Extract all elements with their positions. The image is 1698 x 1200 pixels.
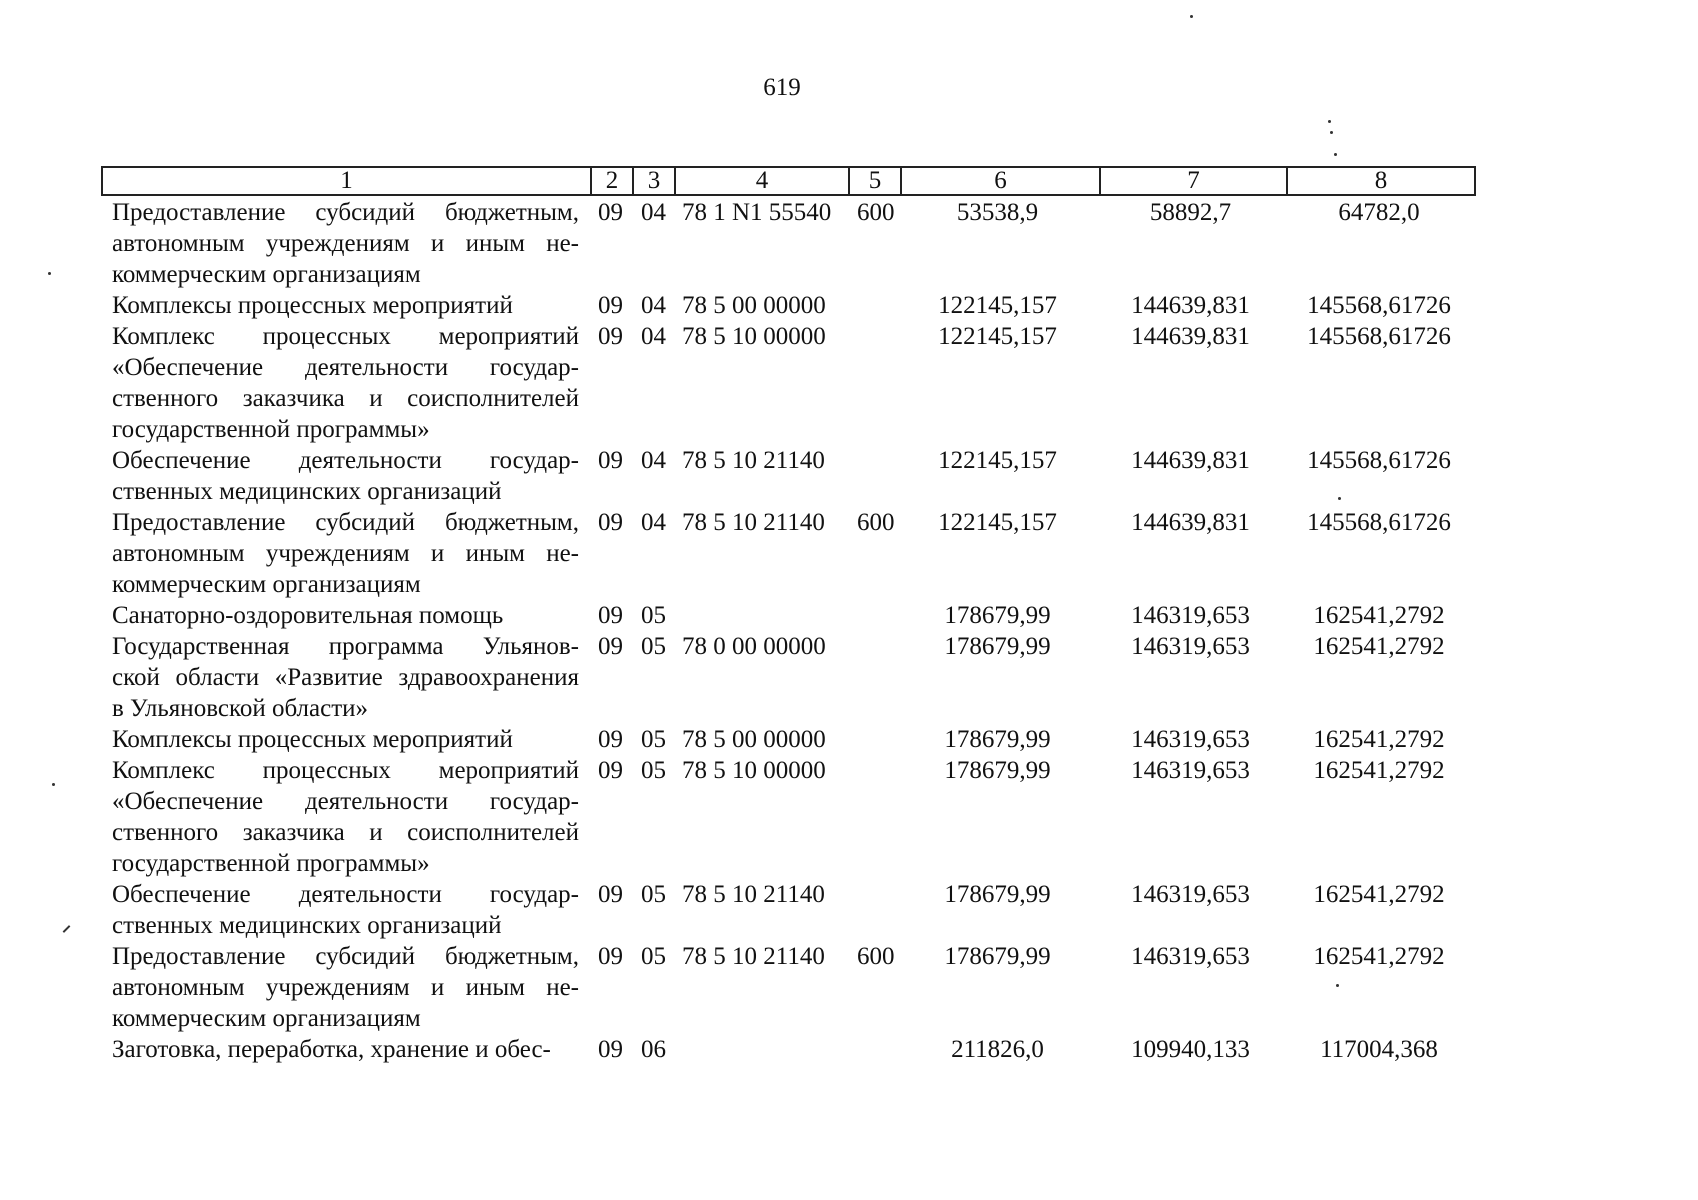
row-name-line: ской области «Развитие здравоохранения	[112, 664, 579, 691]
column-header-5: 5	[849, 167, 901, 195]
row-name-line: Обеспечение деятельности государ-	[112, 447, 579, 474]
scan-speck	[52, 783, 55, 786]
row-name-line: коммерческим организациям	[112, 571, 421, 598]
row-cell-7: 144639,831	[1131, 323, 1250, 350]
row-name-line: Предоставление субсидий бюджетным,	[112, 509, 579, 536]
row-name-line: автономным учреждениям и иным не-	[112, 974, 579, 1001]
row-cell-4: 78 5 10 21140	[682, 881, 825, 908]
row-cell-7: 146319,653	[1131, 602, 1250, 629]
column-header-row	[102, 167, 1475, 195]
row-name-line: автономным учреждениям и иным не-	[112, 540, 579, 567]
row-cell-7: 146319,653	[1131, 881, 1250, 908]
row-name-line: ственного заказчика и соисполнителей	[112, 819, 579, 846]
row-cell-2: 09	[598, 447, 623, 474]
row-name	[112, 941, 579, 1034]
row-cell-2: 09	[598, 602, 623, 629]
row-cell-4: 78 5 10 21140	[682, 943, 825, 970]
table-row	[0, 1034, 1550, 1065]
row-cell-4: 78 5 00 00000	[682, 292, 826, 319]
row-cell-4: 78 5 00 00000	[682, 726, 826, 753]
row-cell-6: 178679,99	[944, 602, 1051, 629]
row-name-line: Комплексы процессных мероприятий	[112, 726, 513, 753]
table-row	[0, 290, 1550, 321]
row-cell-3: 04	[641, 292, 666, 319]
row-cell-2: 09	[598, 199, 623, 226]
row-cell-4: 78 5 10 21140	[682, 447, 825, 474]
scan-speck	[48, 272, 51, 275]
row-cell-2: 09	[598, 292, 623, 319]
page-number: 619	[763, 74, 801, 101]
row-name-line: ственных медицинских организаций	[112, 912, 502, 939]
row-name-line: Государственная программа Ульянов-	[112, 633, 579, 660]
row-cell-2: 09	[598, 943, 623, 970]
scan-speck	[1330, 131, 1333, 134]
row-name	[112, 879, 579, 941]
row-name-line: Комплекс процессных мероприятий	[112, 757, 579, 784]
row-name-line: государственной программы»	[112, 416, 430, 443]
row-cell-6: 178679,99	[944, 757, 1051, 784]
row-cell-5: 600	[857, 943, 895, 970]
row-cell-8: 162541,2792	[1313, 943, 1445, 970]
table-row	[0, 631, 1550, 724]
row-cell-6: 178679,99	[944, 726, 1051, 753]
row-cell-8: 145568,61726	[1307, 509, 1451, 536]
row-cell-6: 178679,99	[944, 633, 1051, 660]
row-cell-3: 05	[641, 881, 666, 908]
row-name-line: Обеспечение деятельности государ-	[112, 881, 579, 908]
table-row	[0, 600, 1550, 631]
row-cell-4: 78 5 10 21140	[682, 509, 825, 536]
row-cell-8: 145568,61726	[1307, 447, 1451, 474]
row-cell-3: 05	[641, 943, 666, 970]
row-name-line: Предоставление субсидий бюджетным,	[112, 199, 579, 226]
row-cell-8: 162541,2792	[1313, 633, 1445, 660]
row-cell-3: 05	[641, 633, 666, 660]
row-name-line: автономным учреждениям и иным не-	[112, 230, 579, 257]
row-cell-6: 122145,157	[938, 292, 1057, 319]
row-name-line: в Ульяновской области»	[112, 695, 369, 722]
row-cell-2: 09	[598, 509, 623, 536]
row-name	[112, 1034, 579, 1065]
row-cell-3: 05	[641, 602, 666, 629]
row-cell-6: 122145,157	[938, 509, 1057, 536]
row-cell-6: 178679,99	[944, 943, 1051, 970]
row-cell-7: 146319,653	[1131, 726, 1250, 753]
row-name-line: ственного заказчика и соисполнителей	[112, 385, 579, 412]
row-name-line: Заготовка, переработка, хранение и обес-	[112, 1036, 551, 1063]
row-cell-4: 78 5 10 00000	[682, 323, 826, 350]
row-cell-8: 64782,0	[1338, 199, 1420, 226]
row-name-line: Санаторно-оздоровительная помощь	[112, 602, 504, 629]
row-cell-4: 78 5 10 00000	[682, 757, 826, 784]
table-row	[0, 755, 1550, 879]
row-cell-7: 146319,653	[1131, 633, 1250, 660]
row-cell-7: 109940,133	[1131, 1036, 1250, 1063]
row-cell-4: 78 0 00 00000	[682, 633, 826, 660]
scan-speck	[1328, 120, 1331, 123]
row-name	[112, 507, 579, 600]
row-cell-8: 162541,2792	[1313, 726, 1445, 753]
column-header-1: 1	[102, 167, 591, 195]
row-cell-8: 145568,61726	[1307, 323, 1451, 350]
row-cell-3: 06	[641, 1036, 666, 1063]
row-name-line: Комплекс процессных мероприятий	[112, 323, 579, 350]
row-cell-3: 04	[641, 199, 666, 226]
row-cell-6: 122145,157	[938, 323, 1057, 350]
row-name-line: Предоставление субсидий бюджетным,	[112, 943, 579, 970]
row-name-line: «Обеспечение деятельности государ-	[112, 354, 579, 381]
row-cell-4: 78 1 N1 55540	[682, 199, 832, 226]
table-row	[0, 321, 1550, 445]
column-header-3: 3	[633, 167, 675, 195]
row-name	[112, 724, 579, 755]
row-cell-2: 09	[598, 323, 623, 350]
row-cell-3: 04	[641, 323, 666, 350]
table-row	[0, 879, 1550, 941]
row-cell-8: 162541,2792	[1313, 602, 1445, 629]
column-header-4: 4	[675, 167, 849, 195]
row-name-line: государственной программы»	[112, 850, 430, 877]
column-header-7: 7	[1100, 167, 1287, 195]
row-cell-7: 58892,7	[1149, 199, 1232, 226]
scan-speck	[1190, 15, 1193, 18]
row-name-line: коммерческим организациям	[112, 1005, 421, 1032]
scan-speck	[1338, 497, 1341, 500]
row-name	[112, 197, 579, 290]
row-cell-7: 144639,831	[1131, 447, 1250, 474]
row-cell-6: 211826,0	[951, 1036, 1044, 1063]
table-row	[0, 724, 1550, 755]
row-cell-8: 162541,2792	[1313, 757, 1445, 784]
row-name-line: «Обеспечение деятельности государ-	[112, 788, 579, 815]
row-cell-5: 600	[857, 199, 895, 226]
row-cell-6: 122145,157	[938, 447, 1057, 474]
column-header-6: 6	[901, 167, 1100, 195]
row-cell-2: 09	[598, 633, 623, 660]
row-cell-8: 145568,61726	[1307, 292, 1451, 319]
table-row	[0, 507, 1550, 600]
row-name	[112, 321, 579, 445]
row-cell-2: 09	[598, 726, 623, 753]
scan-speck	[1334, 153, 1337, 156]
row-name	[112, 631, 579, 724]
row-name	[112, 755, 579, 879]
row-name	[112, 445, 579, 507]
row-cell-7: 144639,831	[1131, 509, 1250, 536]
table-row	[0, 197, 1550, 290]
row-name	[112, 600, 579, 631]
row-cell-6: 178679,99	[944, 881, 1051, 908]
row-cell-3: 05	[641, 726, 666, 753]
row-cell-6: 53538,9	[956, 199, 1039, 226]
row-cell-2: 09	[598, 1036, 623, 1063]
row-cell-5: 600	[857, 509, 895, 536]
row-cell-8: 117004,368	[1320, 1036, 1438, 1063]
column-header-8: 8	[1287, 167, 1475, 195]
column-header-table	[101, 166, 1476, 196]
row-name	[112, 290, 579, 321]
row-cell-2: 09	[598, 757, 623, 784]
table-row	[0, 445, 1550, 507]
row-cell-3: 04	[641, 509, 666, 536]
column-header-2: 2	[591, 167, 633, 195]
row-cell-7: 144639,831	[1131, 292, 1250, 319]
row-name-line: Комплексы процессных мероприятий	[112, 292, 513, 319]
scan-speck	[1336, 984, 1339, 987]
row-cell-2: 09	[598, 881, 623, 908]
row-name-line: ственных медицинских организаций	[112, 478, 502, 505]
row-cell-7: 146319,653	[1131, 943, 1250, 970]
row-cell-7: 146319,653	[1131, 757, 1250, 784]
row-cell-3: 04	[641, 447, 666, 474]
row-name-line: коммерческим организациям	[112, 261, 421, 288]
table-row	[0, 941, 1550, 1034]
row-cell-8: 162541,2792	[1313, 881, 1445, 908]
row-cell-3: 05	[641, 757, 666, 784]
